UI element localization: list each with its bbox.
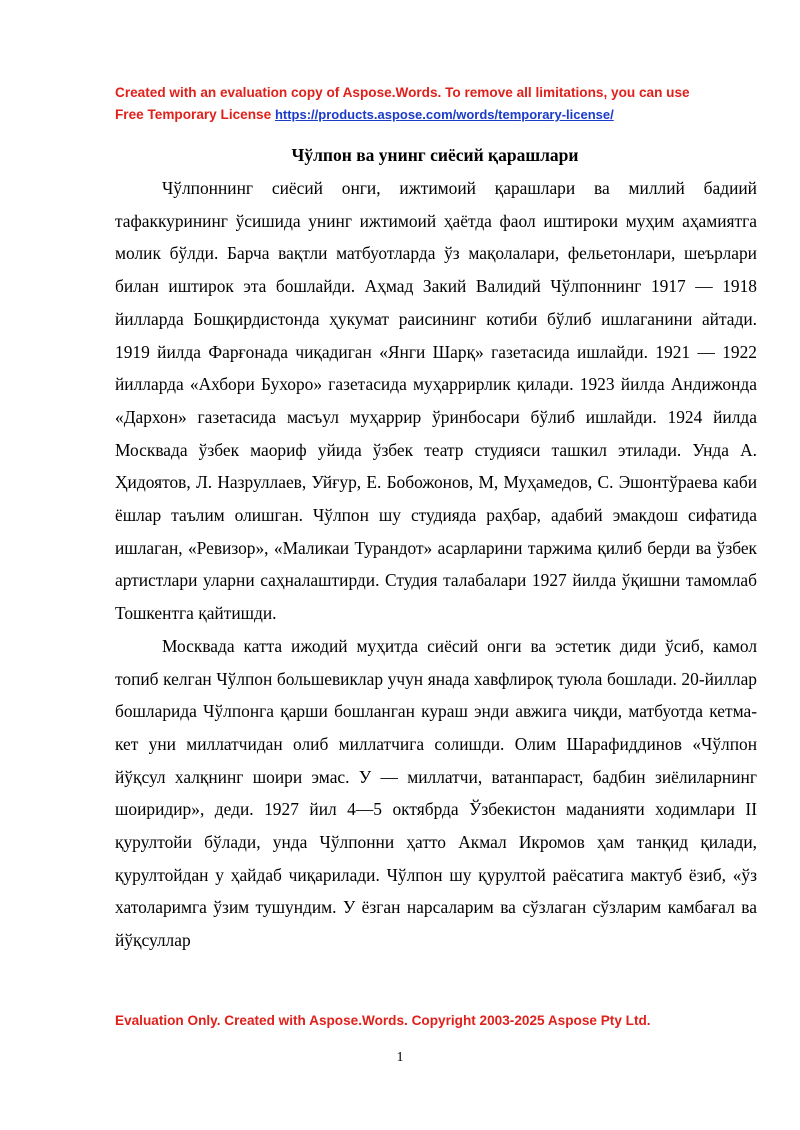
evaluation-notice-line: Created with an evaluation copy of Aspose.Words. To remove all limitations, you can use	[115, 85, 690, 100]
body-paragraph-1: Чўлпоннинг сиёсий онги, ижтимоий қарашлари ва миллий бадиий тафаккурининг ўсишида унинг ижтимоий ҳаётда фаол иштироки муҳим аҳамиятга молик бўлди. Барча вақтли матбуотларда ўз мақолалари, фельетонлари, шеърлари билан иштирок эта бошлайди. Аҳмад Закий Валидий Чўлпоннинг 1917 — 1918 йилларда Бошқирдистонда ҳукумат раисининг котиби бўлиб ишлаганини айтади. 1919 йилда Фарғонада чиқадиган «Янги Шарқ» газетасида ишлайди. 1921 — 1922 йилларда «Ахбори Бухоро» газетасида муҳаррирлик қилади. 1923 йилда Андижонда «Дархон» газетасида масъул муҳаррир ўринбосари бўлиб ишлайди. 1924 йилда Москвада ўзбек маориф уйида ўзбек театр студияси ташкил этилади. Унда А. Ҳидоятов, Л. Назруллаев, Уйғур, Е. Бобожонов, М, Муҳамедов, С. Эшонтўраева каби ёшлар таълим олишган. Чўлпон шу студияда раҳбар, адабий эмакдош сифатида ишлаган, «Ревизор», «Маликаи Турандот» асарларини таржима қилиб берди ва ўзбек артистлари уларни саҳналаштирди. Студия талабалари 1927 йилда ўқишни тамомлаб Тошкентга қайтишди.	[115, 178, 757, 624]
document-body	[115, 172, 757, 957]
license-label: Free Temporary License	[115, 107, 272, 122]
document-title: Чўлпон ва унинг сиёсий қарашлари	[291, 145, 579, 165]
body-paragraph-2: Москвада катта ижодий муҳитда сиёсий онги ва эстетик диди ўсиб, камол топиб келган Чўлпон большевиклар учун янада хавфлироқ туюла бошлади. 20-йиллар бошларида Чўлпонга қарши бошланган кураш энди авжига чиқди, матбуотда кетма-кет уни миллатчидан олиб миллатчига солишди. Олим Шарафиддинов «Чўлпон йўқсул халқнинг шоири эмас. У — миллатчи, ватанпараст, бадбин зиёлиларнинг шоиридир», деди. 1927 йил 4—5 октябрда Ўзбекистон маданияти ходимлари II қурултойи бўлади, унда Чўлпонни ҳатто Акмал Икромов ҳам танқид қилади, қурултойдан у ҳайдаб чиқарилади. Чўлпон шу қурултой раёсатига мактуб ёзиб, «ўз хатоларимга ўзим тушундим. У ёзган нарсаларим ва сўзлаган сўзларим камбағал ва йўқсуллар	[115, 635, 757, 951]
license-line	[115, 104, 755, 126]
evaluation-watermark-header	[115, 82, 755, 126]
temporary-license-link[interactable]: https://products.aspose.com/words/temporary-license/	[274, 107, 614, 122]
evaluation-footer-notice: Evaluation Only. Created with Aspose.Words. Copyright 2003-2025 Aspose Pty Ltd.	[115, 1013, 651, 1028]
page-number: 1	[396, 1050, 404, 1065]
